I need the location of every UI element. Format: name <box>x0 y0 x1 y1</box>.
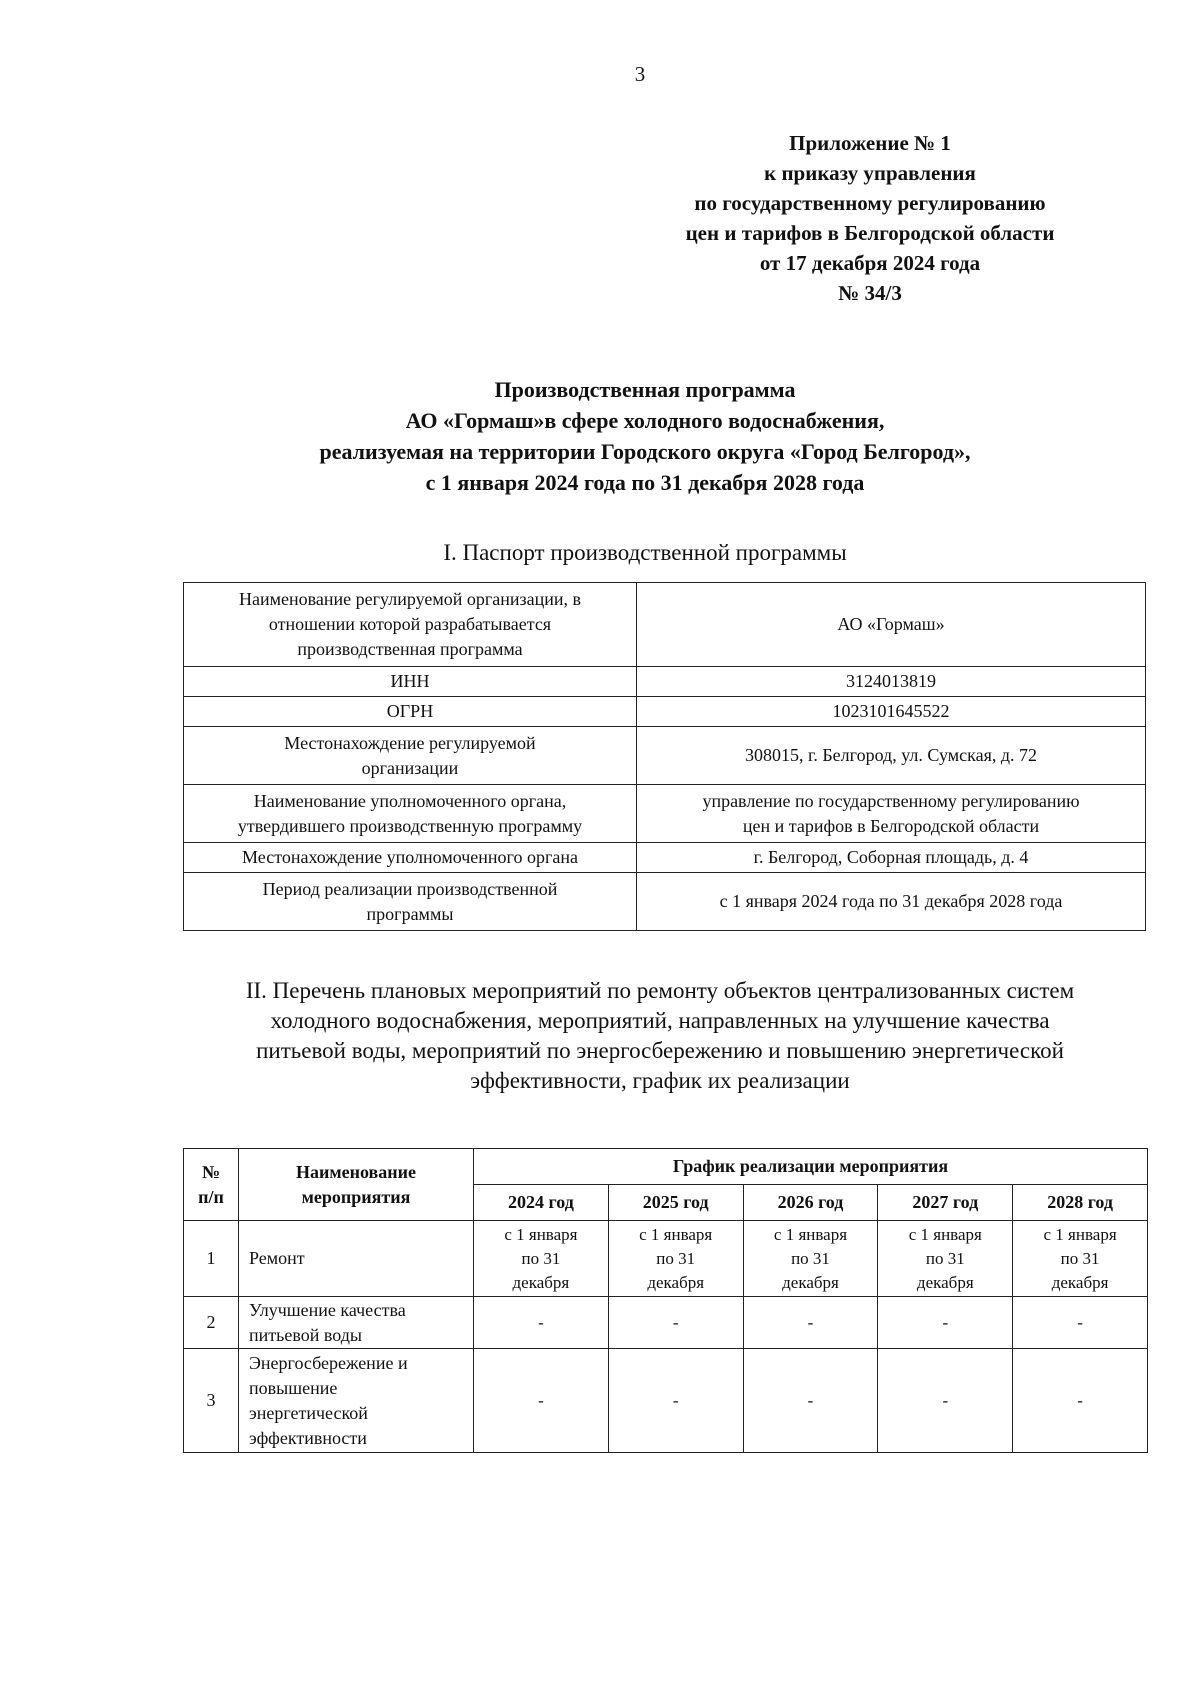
passport-row <box>184 697 1146 727</box>
passport-row <box>184 667 1146 697</box>
year-cell: - <box>878 1349 1013 1453</box>
year-cell: - <box>608 1297 743 1349</box>
header-year: 2027 год <box>878 1185 1013 1221</box>
appendix-line: к приказу управления <box>764 161 976 185</box>
year-cell: с 1 января по 31 декабря <box>608 1221 743 1297</box>
year-cell: - <box>608 1349 743 1453</box>
passport-row <box>184 583 1146 667</box>
appendix-line: № 34/3 <box>838 281 902 305</box>
passport-value: управление по государственному регулированию цен и тарифов в Белгородской области <box>637 785 1146 843</box>
section2-title <box>160 976 1160 1096</box>
year-cell: - <box>474 1349 609 1453</box>
page-number: 3 <box>634 62 646 86</box>
schedule-row <box>184 1349 1148 1453</box>
year-cell: - <box>1013 1349 1148 1453</box>
passport-row <box>184 785 1146 843</box>
program-title-line: реализуемая на территории Городского округа «Город Белгород», <box>319 439 971 464</box>
appendix-line: цен и тарифов в Белгородской области <box>685 221 1055 245</box>
year-cell: - <box>1013 1297 1148 1349</box>
appendix-line: Приложение № 1 <box>789 131 951 155</box>
program-title-line: АО «Гормаш»в сфере холодного водоснабжения, <box>405 408 885 433</box>
schedule-table <box>183 1148 1148 1453</box>
row-number: 3 <box>184 1349 239 1453</box>
passport-value: с 1 января 2024 года по 31 декабря 2028 года <box>637 873 1146 931</box>
header-num: № п/п <box>184 1149 239 1221</box>
year-cell: с 1 января по 31 декабря <box>1013 1221 1148 1297</box>
header-year: 2025 год <box>608 1185 743 1221</box>
section2-title-line: холодного водоснабжения, мероприятий, направленных на улучшение качества <box>270 1008 1050 1033</box>
schedule-row <box>184 1221 1148 1297</box>
passport-value: 3124013819 <box>637 667 1146 697</box>
passport-value: 308015, г. Белгород, ул. Сумская, д. 72 <box>637 727 1146 785</box>
passport-label: ИНН <box>184 667 637 697</box>
header-name: Наименование мероприятия <box>239 1149 474 1221</box>
measure-name: Улучшение качества питьевой воды <box>239 1297 474 1349</box>
header-schedule: График реализации мероприятия <box>474 1149 1148 1185</box>
header-year: 2026 год <box>743 1185 878 1221</box>
passport-value: 1023101645522 <box>637 697 1146 727</box>
year-cell: с 1 января по 31 декабря <box>474 1221 609 1297</box>
passport-table <box>183 582 1146 931</box>
appendix-header <box>620 128 1120 308</box>
passport-label: ОГРН <box>184 697 637 727</box>
row-number: 1 <box>184 1221 239 1297</box>
year-cell: - <box>743 1297 878 1349</box>
passport-value: г. Белгород, Соборная площадь, д. 4 <box>637 843 1146 873</box>
year-cell: - <box>474 1297 609 1349</box>
passport-row <box>184 873 1146 931</box>
header-year: 2028 год <box>1013 1185 1148 1221</box>
section2-title-line: питьевой воды, мероприятий по энергосбережению и повышению энергетической <box>256 1038 1064 1063</box>
passport-row <box>184 843 1146 873</box>
measure-name: Ремонт <box>239 1221 474 1297</box>
year-cell: с 1 января по 31 декабря <box>743 1221 878 1297</box>
passport-value: АО «Гормаш» <box>637 583 1146 667</box>
year-cell: - <box>743 1349 878 1453</box>
measure-name: Энергосбережение и повышение энергетической эффективности <box>239 1349 474 1453</box>
schedule-row <box>184 1297 1148 1349</box>
header-year: 2024 год <box>474 1185 609 1221</box>
program-title-line: с 1 января 2024 года по 31 декабря 2028 года <box>425 470 865 495</box>
row-number: 2 <box>184 1297 239 1349</box>
passport-label: Местонахождение регулируемой организации <box>184 727 637 785</box>
year-cell: с 1 января по 31 декабря <box>878 1221 1013 1297</box>
passport-label: Наименование регулируемой организации, в отношении которой разрабатывается производственная программа <box>184 583 637 667</box>
year-cell: - <box>878 1297 1013 1349</box>
passport-row <box>184 727 1146 785</box>
program-title-line: Производственная программа <box>494 377 796 402</box>
passport-label: Местонахождение уполномоченного органа <box>184 843 637 873</box>
appendix-line: по государственному регулированию <box>694 191 1046 215</box>
appendix-line: от 17 декабря 2024 года <box>759 251 981 275</box>
program-title <box>160 374 1130 498</box>
section2-title-line: II. Перечень плановых мероприятий по ремонту объектов централизованных систем <box>245 978 1075 1003</box>
section2-title-line: эффективности, график их реализации <box>470 1068 850 1093</box>
section1-title: I. Паспорт производственной программы <box>443 540 847 565</box>
passport-label: Наименование уполномоченного органа, утвердившего производственную программу <box>184 785 637 843</box>
passport-label: Период реализации производственной программы <box>184 873 637 931</box>
